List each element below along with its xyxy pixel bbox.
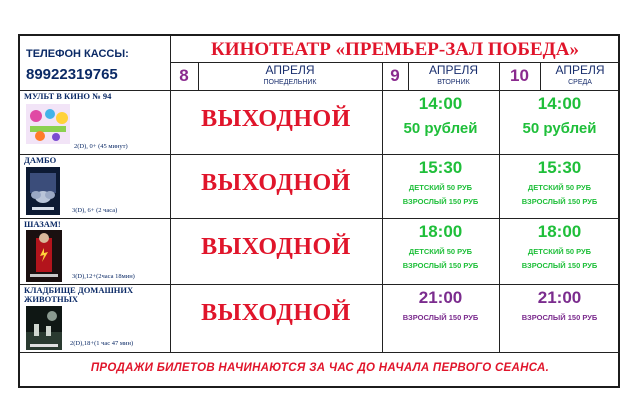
movie-title: МУЛЬТ В КИНО № 94 (24, 91, 112, 101)
pet-sematary-poster-icon (26, 306, 62, 350)
movie-info: 3(D), 6+ (2 часа) (72, 207, 118, 214)
divider (20, 352, 620, 353)
closed-label: ВЫХОДНОЙ (201, 300, 351, 326)
session-time: 15:30 (418, 158, 463, 177)
movie-info: 2(D),18+(1 час 47 мин) (70, 340, 134, 347)
adult-price: ВЗРОСЛЫЙ 150 РУБ (402, 261, 479, 270)
month-label: АПРЕЛЯ (428, 63, 479, 77)
child-price: ДЕТСКИЙ 50 РУБ (408, 183, 473, 192)
adult-price: ВЗРОСЛЫЙ 150 РУБ (402, 313, 479, 322)
child-price: ДЕТСКИЙ 50 РУБ (408, 247, 473, 256)
cinema-title: КИНОТЕАТР «ПРЕМЬЕР-ЗАЛ ПОБЕДА» (211, 39, 579, 60)
child-price: ДЕТСКИЙ 50 РУБ (527, 247, 592, 256)
phone-number: 89922319765 (26, 66, 118, 83)
child-price: ДЕТСКИЙ 50 РУБ (527, 183, 592, 192)
movie-info: 2(D), 0+ (45 минут) (74, 143, 128, 150)
closed-label: ВЫХОДНОЙ (201, 234, 351, 260)
adult-price: ВЗРОСЛЫЙ 150 РУБ (521, 313, 598, 322)
schedule-table (18, 34, 620, 388)
session-time: 14:00 (537, 94, 582, 113)
weekday-label: ПОНЕДЕЛЬНИК (263, 79, 317, 86)
month-label: АПРЕЛЯ (265, 63, 315, 77)
session-time: 18:00 (418, 222, 463, 241)
dumbo-poster-icon (26, 167, 60, 215)
closed-label: ВЫХОДНОЙ (201, 170, 351, 196)
adult-price: ВЗРОСЛЫЙ 150 РУБ (402, 197, 479, 206)
day-number-8: 8 (179, 66, 189, 85)
day-number-9: 9 (390, 66, 400, 85)
month-label: АПРЕЛЯ (555, 63, 605, 77)
session-time: 21:00 (537, 288, 582, 307)
session-price: 50 рублей (403, 120, 478, 137)
day-number-10: 10 (510, 66, 529, 85)
session-time: 21:00 (418, 288, 463, 307)
divider (20, 218, 620, 219)
adult-price: ВЗРОСЛЫЙ 150 РУБ (521, 261, 598, 270)
closed-label: ВЫХОДНОЙ (201, 106, 351, 132)
session-time: 15:30 (537, 158, 582, 177)
shazam-poster-icon (26, 230, 62, 282)
divider (20, 154, 620, 155)
phone-label: ТЕЛЕФОН КАССЫ: (26, 48, 129, 60)
movie-info: 3(D),12+(2часа 18мин) (72, 273, 135, 280)
session-time: 14:00 (418, 94, 463, 113)
weekday-label: ВТОРНИК (437, 79, 470, 86)
cartoon-poster-icon (26, 104, 70, 144)
session-price: 50 рублей (522, 120, 597, 137)
weekday-label: СРЕДА (568, 79, 592, 86)
movie-title: КЛАДБИЩЕ ДОМАШНИХ ЖИВОТНЫХ (24, 285, 134, 304)
divider (170, 62, 620, 63)
adult-price: ВЗРОСЛЫЙ 150 РУБ (521, 197, 598, 206)
ticket-sales-notice: ПРОДАЖИ БИЛЕТОВ НАЧИНАЮТСЯ ЗА ЧАС ДО НАЧАЛА ПЕРВОГО СЕАНСА. (90, 362, 550, 374)
movie-title: ШАЗАМ! (24, 219, 61, 229)
movie-title: ДАМБО (24, 155, 57, 165)
session-time: 18:00 (537, 222, 582, 241)
